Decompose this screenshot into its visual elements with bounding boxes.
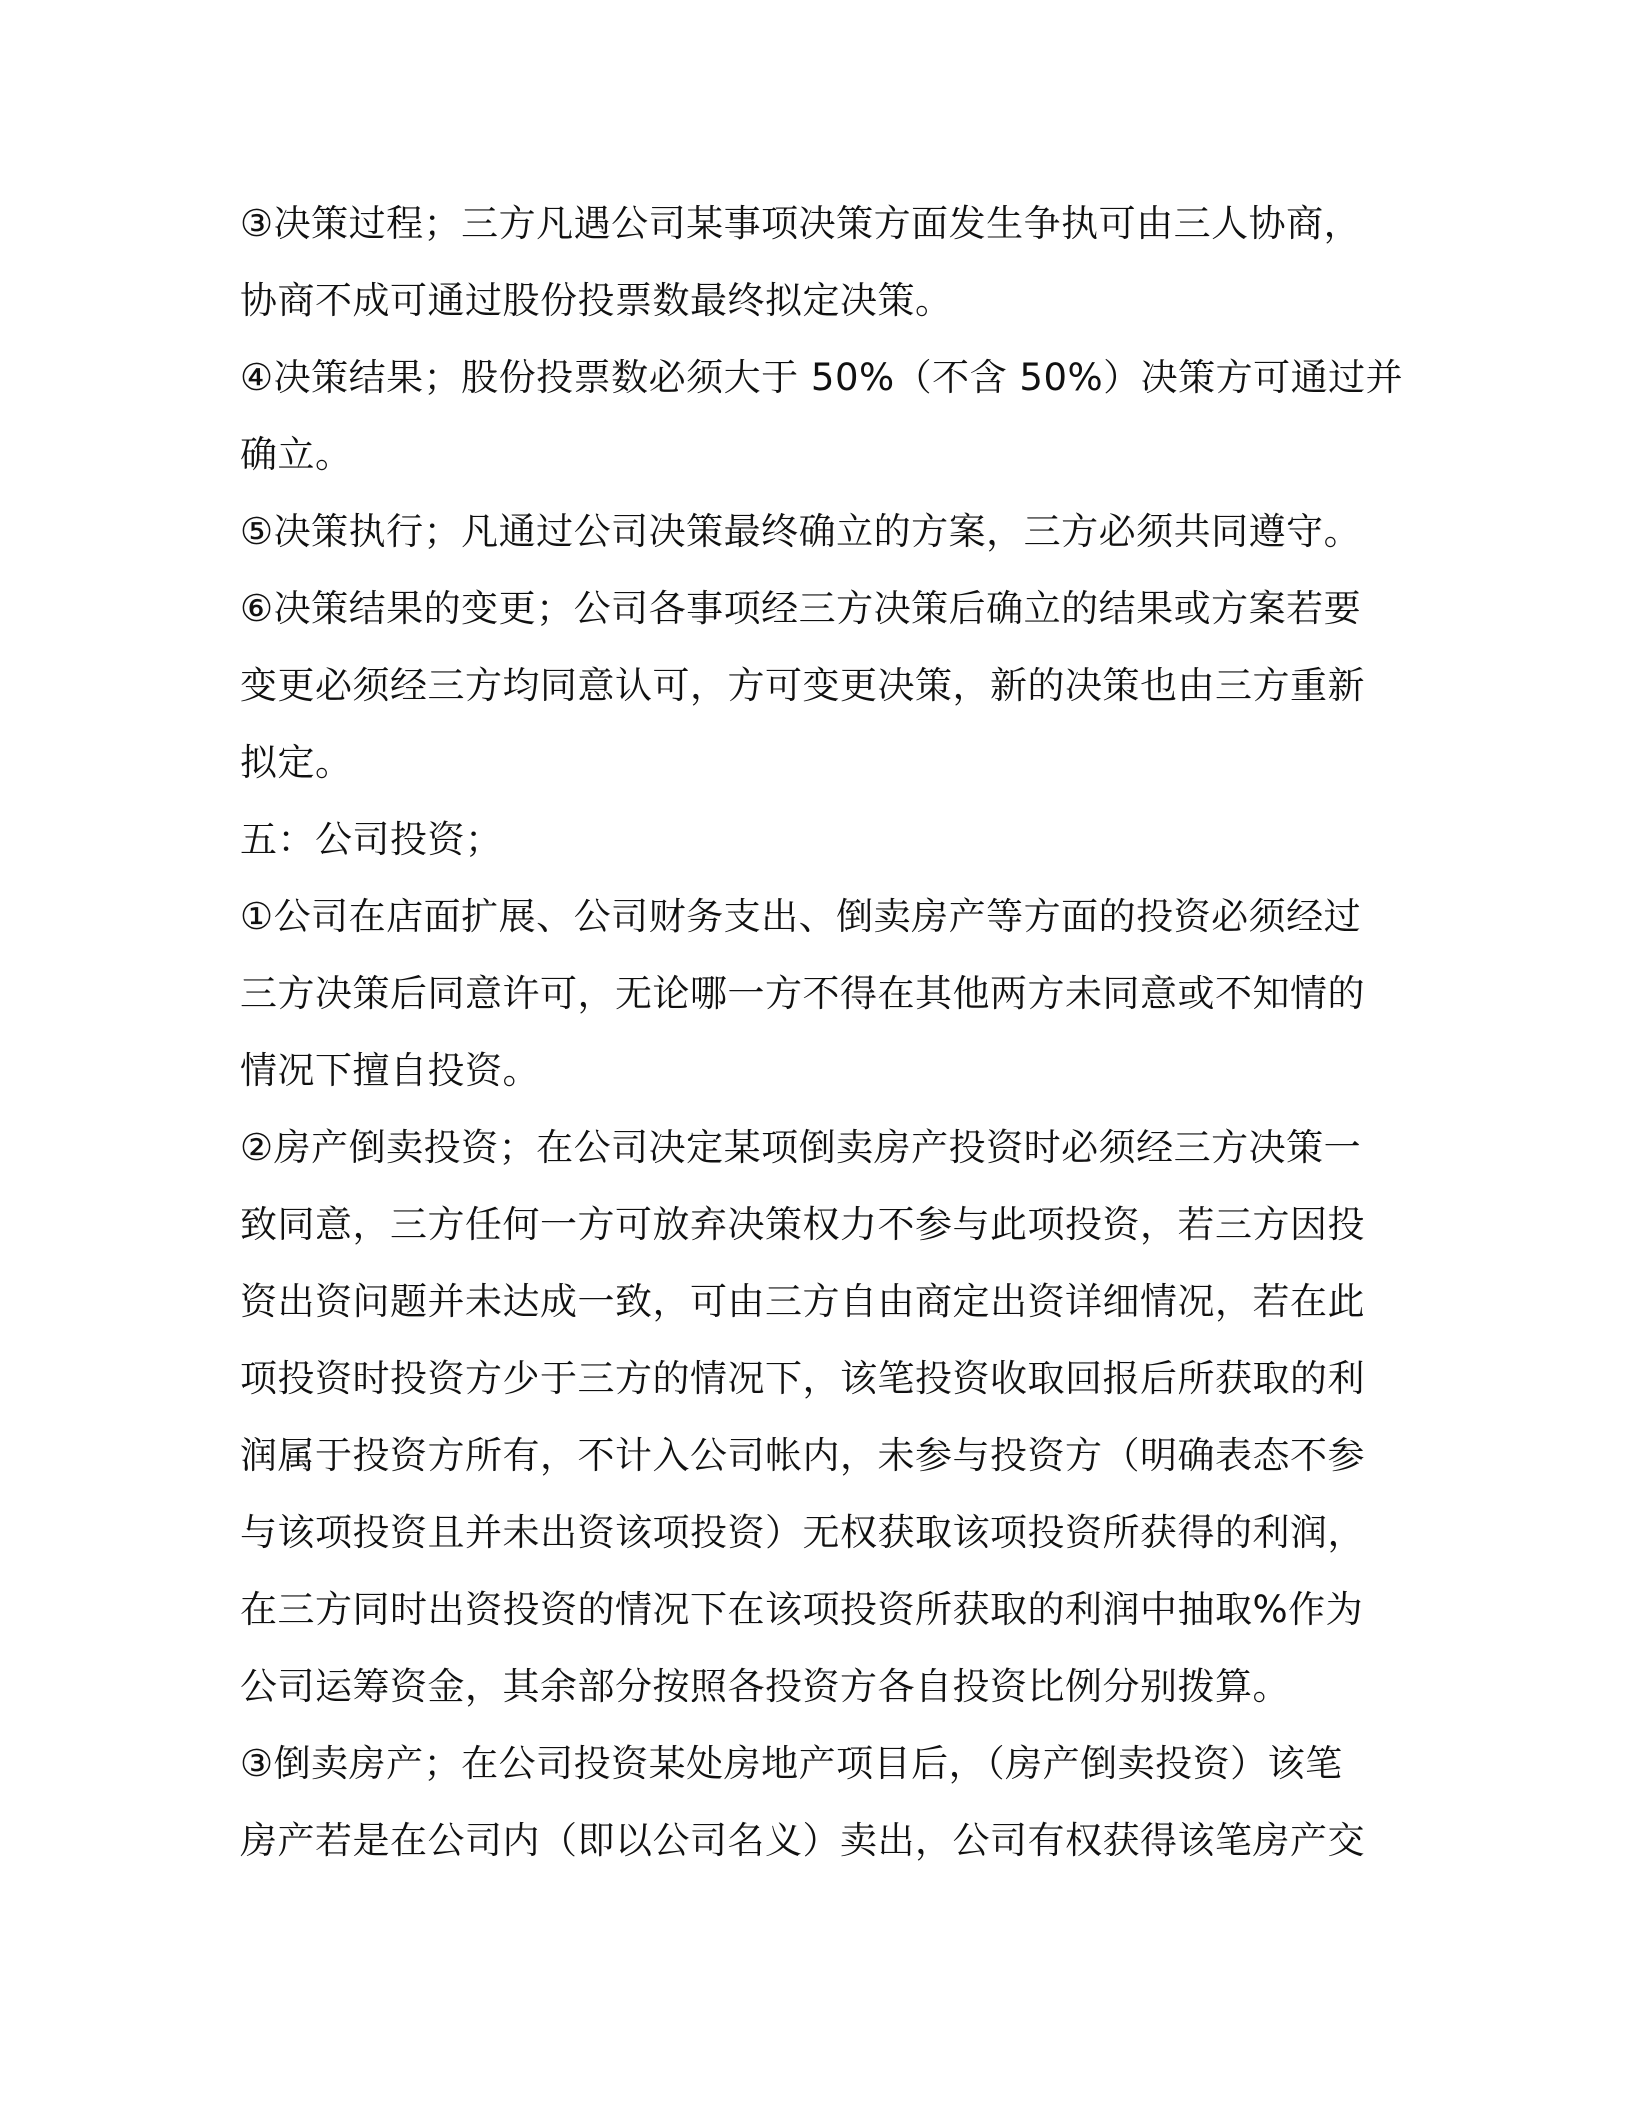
text-line: 确立。	[240, 433, 353, 476]
text-line: 与该项投资且并未出资该项投资）无权获取该项投资所获得的利润，	[240, 1511, 1365, 1554]
section-heading: 五：公司投资；	[240, 818, 503, 861]
text-line: 在三方同时出资投资的情况下在该项投资所获取的利润中抽取%作为	[240, 1588, 1364, 1631]
text-line: 资出资问题并未达成一致，可由三方自由商定出资详细情况，若在此	[240, 1280, 1365, 1323]
text-line: 润属于投资方所有，不计入公司帐内，未参与投资方（明确表态不参	[240, 1434, 1365, 1477]
text-line: ③倒卖房产；在公司投资某处房地产项目后，（房产倒卖投资）该笔	[240, 1742, 1343, 1785]
text-line: ①公司在店面扩展、公司财务支出、倒卖房产等方面的投资必须经过	[240, 895, 1362, 938]
text-line: ⑥决策结果的变更；公司各事项经三方决策后确立的结果或方案若要	[240, 587, 1362, 630]
text-line: ⑤决策执行；凡通过公司决策最终确立的方案，三方必须共同遵守。	[240, 510, 1362, 553]
text-line: 情况下擅自投资。	[240, 1049, 540, 1092]
text-line: 致同意，三方任何一方可放弃决策权力不参与此项投资，若三方因投	[240, 1203, 1365, 1246]
text-line: 三方决策后同意许可，无论哪一方不得在其他两方未同意或不知情的	[240, 972, 1365, 1015]
text-line: ③决策过程；三方凡遇公司某事项决策方面发生争执可由三人协商，	[240, 202, 1362, 245]
text-line: ②房产倒卖投资；在公司决定某项倒卖房产投资时必须经三方决策一	[240, 1126, 1362, 1169]
document-body	[240, 185, 1404, 1879]
text-line: 项投资时投资方少于三方的情况下，该笔投资收取回报后所获取的利	[240, 1357, 1365, 1400]
text-line: 房产若是在公司内（即以公司名义）卖出，公司有权获得该笔房产交	[240, 1819, 1365, 1862]
text-line: 变更必须经三方均同意认可，方可变更决策，新的决策也由三方重新	[240, 664, 1365, 707]
text-line: 拟定。	[240, 741, 353, 784]
text-line: 协商不成可通过股份投票数最终拟定决策。	[240, 279, 953, 322]
text-line: ④决策结果；股份投票数必须大于 50%（不含 50%）决策方可通过并	[240, 356, 1404, 399]
text-line: 公司运筹资金，其余部分按照各投资方各自投资比例分别拨算。	[240, 1665, 1290, 1708]
